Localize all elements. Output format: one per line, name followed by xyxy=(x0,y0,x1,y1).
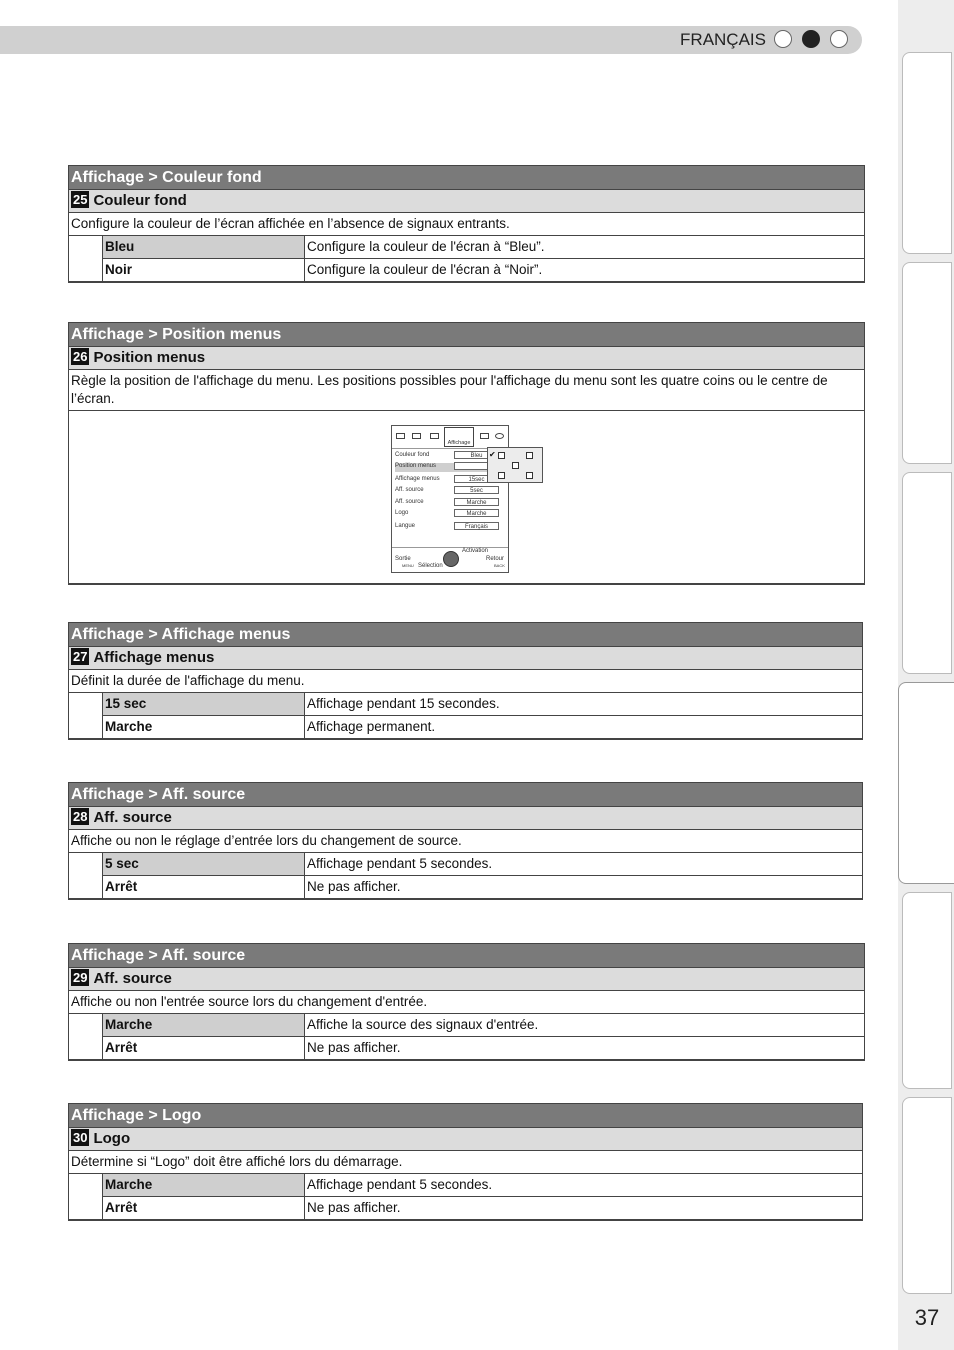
position-top-left-icon xyxy=(498,452,505,459)
check-icon: ✔ xyxy=(489,450,496,459)
section-aff-source-28 xyxy=(68,782,863,900)
osd-row: Logo Marche xyxy=(395,510,505,519)
header-bar xyxy=(0,26,862,54)
section-position-menus xyxy=(68,322,865,585)
osd-row: Couleur fond Bleu xyxy=(395,452,505,461)
footer-back: Retour xyxy=(486,556,505,562)
section-logo xyxy=(68,1103,863,1221)
section-subtitle xyxy=(69,807,862,830)
osd-icon-bar xyxy=(392,426,508,449)
section-title: Affichage > Aff. source xyxy=(69,783,862,807)
side-tab-3[interactable] xyxy=(902,472,952,674)
footer-exit: Sortie xyxy=(395,556,411,562)
section-couleur-fond xyxy=(68,165,865,283)
osd-footer xyxy=(392,547,508,572)
subtitle-text: Couleur fond xyxy=(93,192,187,209)
navigation-knob-icon xyxy=(443,551,459,567)
osd-row: Aff. source 5sec xyxy=(395,487,505,496)
section-title: Affichage > Couleur fond xyxy=(69,166,864,190)
indicator-dot-1 xyxy=(774,30,792,48)
side-tab-2[interactable] xyxy=(902,262,952,464)
section-title: Affichage > Affichage menus xyxy=(69,623,862,647)
subtitle-text: Aff. source xyxy=(93,809,172,826)
option-value: Ne pas afficher. xyxy=(307,1200,401,1215)
option-value: Affichage pendant 5 secondes. xyxy=(305,1174,862,1197)
options-table xyxy=(69,236,864,281)
option-key: Arrêt xyxy=(103,1197,305,1219)
section-description: Détermine si “Logo” doit être affiché lors du démarrage. xyxy=(69,1151,862,1174)
side-tab-6[interactable] xyxy=(902,1097,952,1294)
footer-activation: Activation xyxy=(462,548,489,554)
section-description: Configure la couleur de l’écran affichée en l’absence de signaux entrants. xyxy=(69,213,864,236)
option-value: Affichage pendant 15 secondes. xyxy=(305,693,862,716)
item-number: 27 xyxy=(73,649,88,664)
setup-icon xyxy=(480,433,489,439)
indicator-dot-3 xyxy=(830,30,848,48)
subtitle-text: Logo xyxy=(93,1130,131,1147)
adjust-icon xyxy=(412,433,421,439)
section-description: Définit la durée de l'affichage du menu. xyxy=(69,670,862,693)
side-tab-4-active[interactable] xyxy=(898,682,954,884)
footer-select: Sélection xyxy=(418,563,443,569)
option-key: 15 sec xyxy=(103,693,305,716)
side-tab-1[interactable] xyxy=(902,52,952,254)
options-table xyxy=(69,853,862,898)
subtitle-text: Aff. source xyxy=(93,970,172,987)
osd-row: Aff. source Marche xyxy=(395,499,505,508)
option-value: Ne pas afficher. xyxy=(307,879,401,894)
option-value: Affichage permanent. xyxy=(307,719,436,734)
section-subtitle xyxy=(69,1128,862,1151)
option-key: Arrêt xyxy=(103,876,305,898)
side-tabs xyxy=(898,0,954,1350)
display-tab-icon: Affichage xyxy=(444,427,474,447)
section-description: Affiche ou non l'entrée source lors du changement d'entrée. xyxy=(69,991,864,1014)
section-subtitle xyxy=(69,347,864,370)
options-table xyxy=(69,1014,864,1059)
picture-icon xyxy=(396,433,405,439)
option-value: Affichage pendant 5 secondes. xyxy=(305,853,862,876)
osd-row-selected: Position menus xyxy=(395,463,505,472)
item-number: 29 xyxy=(73,970,88,985)
footer-menu-key: MENU xyxy=(402,563,414,568)
option-key: Arrêt xyxy=(103,1037,305,1059)
indicator-dot-2 xyxy=(802,30,820,48)
item-number: 30 xyxy=(73,1130,88,1145)
option-key: 5 sec xyxy=(103,853,305,876)
side-tab-5[interactable] xyxy=(902,892,952,1089)
option-key: Marche xyxy=(103,716,305,738)
option-value: Configure la couleur de l'écran à “Noir”. xyxy=(307,262,543,277)
position-bottom-left-icon xyxy=(498,472,505,479)
position-popup xyxy=(487,447,543,483)
option-key: Bleu xyxy=(103,236,305,259)
info-icon xyxy=(495,433,504,439)
subtitle-text: Position menus xyxy=(93,349,206,366)
osd-row: Affichage menus 15sec xyxy=(395,476,505,485)
options-table xyxy=(69,693,862,738)
options-table xyxy=(69,1174,862,1219)
section-subtitle xyxy=(69,968,864,991)
option-key: Marche xyxy=(103,1014,305,1037)
option-value: Configure la couleur de l'écran à “Bleu”. xyxy=(305,236,864,259)
option-value: Ne pas afficher. xyxy=(307,1040,401,1055)
section-title: Affichage > Logo xyxy=(69,1104,862,1128)
input-icon xyxy=(430,433,439,439)
osd-row: Langue Français xyxy=(395,523,505,532)
item-number: 26 xyxy=(73,349,88,364)
item-number: 25 xyxy=(73,192,88,207)
menu-illustration xyxy=(69,411,864,583)
section-aff-source-29 xyxy=(68,943,865,1061)
section-description: Règle la position de l'affichage du menu. Les positions possibles pour l'affichage du menu sont les quatre coins ou le centre de l’écran. xyxy=(69,370,864,411)
section-subtitle xyxy=(69,190,864,213)
option-value: Affiche la source des signaux d'entrée. xyxy=(305,1014,864,1037)
section-subtitle xyxy=(69,647,862,670)
subtitle-text: Affichage menus xyxy=(93,649,215,666)
position-top-right-icon xyxy=(526,452,533,459)
page-number: 37 xyxy=(914,1305,940,1330)
section-description: Affiche ou non le réglage d’entrée lors du changement de source. xyxy=(69,830,862,853)
footer-back-key: BACK xyxy=(494,563,505,568)
section-affichage-menus xyxy=(68,622,863,740)
section-title: Affichage > Aff. source xyxy=(69,944,864,968)
option-key: Marche xyxy=(103,1174,305,1197)
language-label: FRANÇAIS xyxy=(680,30,766,49)
item-number: 28 xyxy=(73,809,88,824)
option-key: Noir xyxy=(103,259,305,281)
section-title: Affichage > Position menus xyxy=(69,323,864,347)
position-center-icon xyxy=(512,462,519,469)
position-bottom-right-icon xyxy=(526,472,533,479)
